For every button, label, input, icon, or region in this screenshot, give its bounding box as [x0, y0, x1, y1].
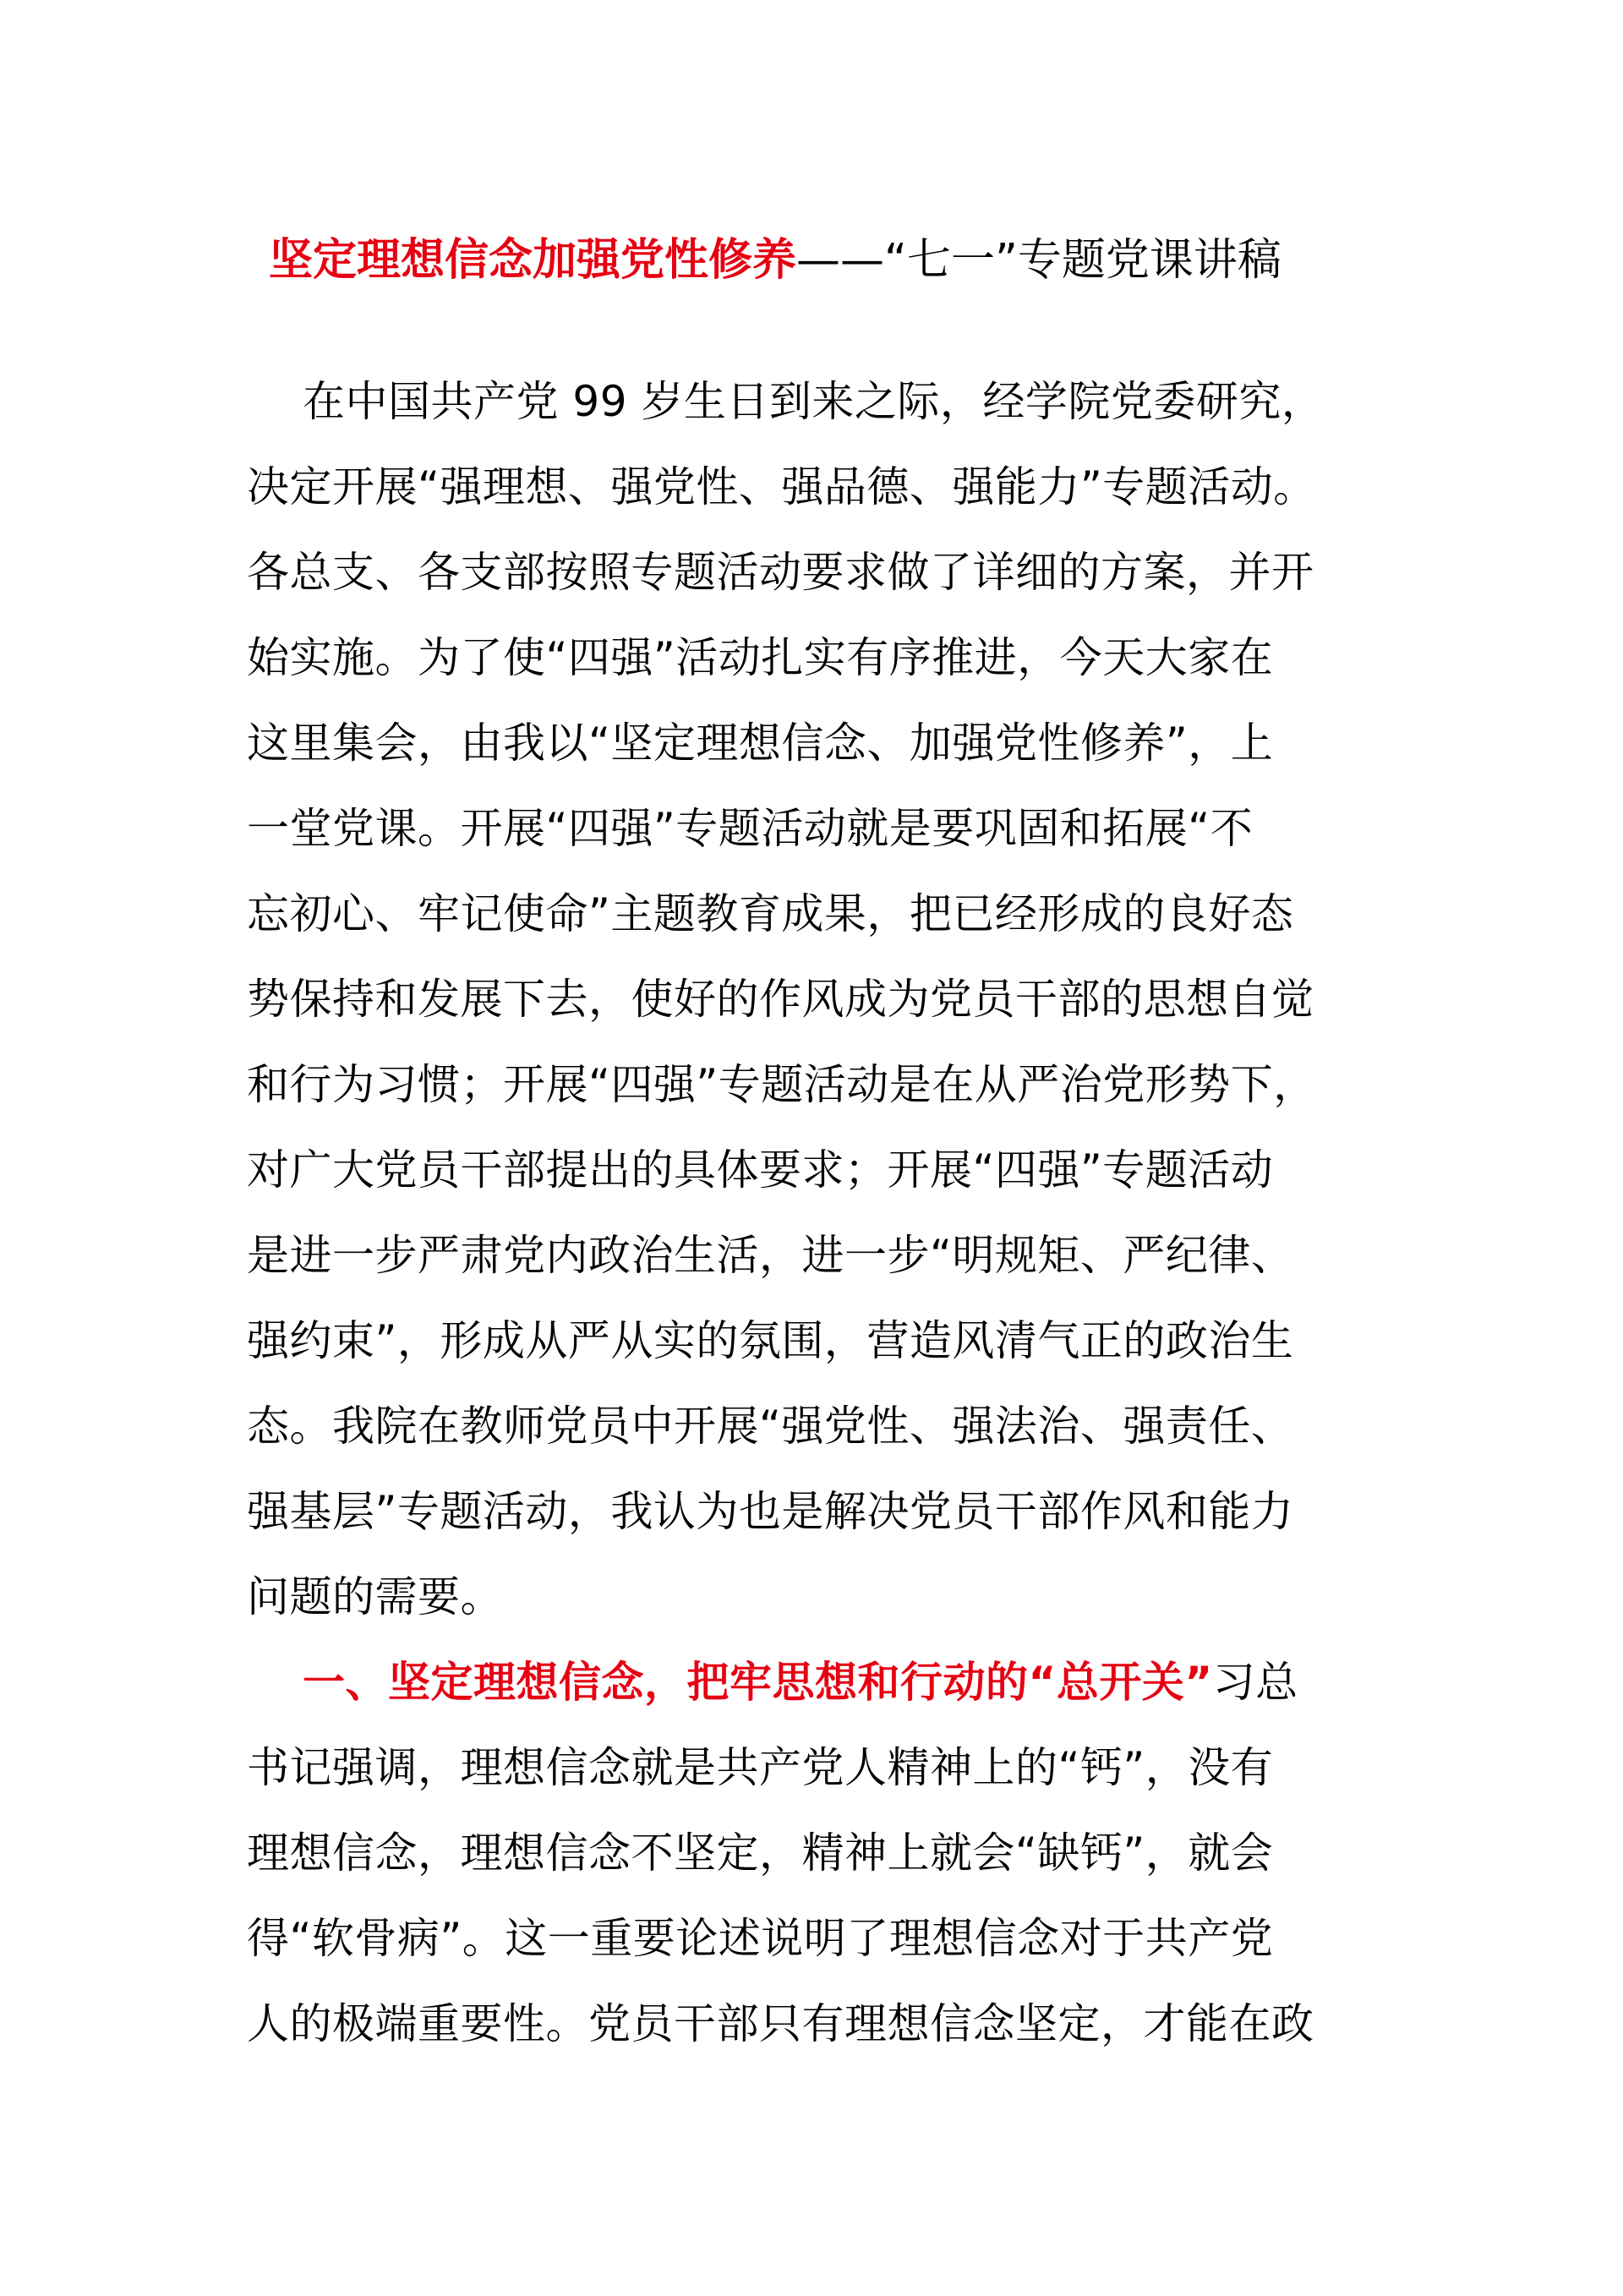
paragraph-line: 在中国共产党 99 岁生日到来之际，经学院党委研究， — [303, 377, 1325, 426]
paragraph-line: 得“软骨病”。这一重要论述说明了理想信念对于共产党 — [247, 1914, 1274, 1963]
paragraph-line: 书记强调，理想信念就是共产党人精神上的“钙”，没有 — [247, 1743, 1274, 1792]
title-main: 坚定理想信念加强党性修养 — [269, 235, 797, 286]
section-heading-line — [247, 1640, 1380, 1725]
paragraph-line: 一堂党课。开展“四强”专题活动就是要巩固和拓展“不 — [247, 804, 1254, 853]
paragraph-line: 这里集会，由我以“坚定理想信念、加强党性修养”，上 — [247, 719, 1274, 768]
section-heading: 一、坚定理想信念，把牢思想和行动的“总开关” — [303, 1658, 1213, 1707]
paragraph-line: 各总支、各支部按照专题活动要求做了详细的方案，并开 — [247, 548, 1314, 597]
paragraph-line: 强基层”专题活动，我认为也是解决党员干部作风和能力 — [247, 1487, 1294, 1536]
paragraph-line: 是进一步严肃党内政治生活，进一步“明规矩、严纪律、 — [247, 1231, 1294, 1280]
paragraph-line: 势保持和发展下去，使好的作风成为党员干部的思想自觉 — [247, 975, 1314, 1024]
paragraph-line: 始实施。为了使“四强”活动扎实有序推进，今天大家在 — [247, 633, 1274, 682]
paragraph-line: 和行为习惯；开展“四强”专题活动是在从严治党形势下， — [247, 1060, 1316, 1109]
paragraph-line: 决定开展“强理想、强党性、强品德、强能力”专题活动。 — [247, 462, 1316, 511]
paragraph-line: 问题的需要。 — [247, 1572, 503, 1621]
paragraph-line: 对广大党员干部提出的具体要求；开展“四强”专题活动 — [247, 1145, 1274, 1194]
paragraph-line: 人的极端重要性。党员干部只有理想信念坚定，才能在政 — [247, 1999, 1314, 2048]
document-title — [269, 227, 1281, 294]
section-heading-tail: 习总 — [1212, 1658, 1298, 1707]
title-subtitle: ——“七一”专题党课讲稿 — [796, 235, 1281, 286]
document-body — [247, 359, 1380, 2067]
paragraph-line: 理想信念，理想信念不坚定，精神上就会“缺钙”，就会 — [247, 1829, 1274, 1878]
paragraph-line: 态。我院在教师党员中开展“强党性、强法治、强责任、 — [247, 1402, 1294, 1451]
paragraph-line: 强约束”，形成从严从实的氛围，营造风清气正的政治生 — [247, 1316, 1294, 1365]
paragraph-line: 忘初心、牢记使命”主题教育成果，把已经形成的良好态 — [247, 889, 1294, 938]
